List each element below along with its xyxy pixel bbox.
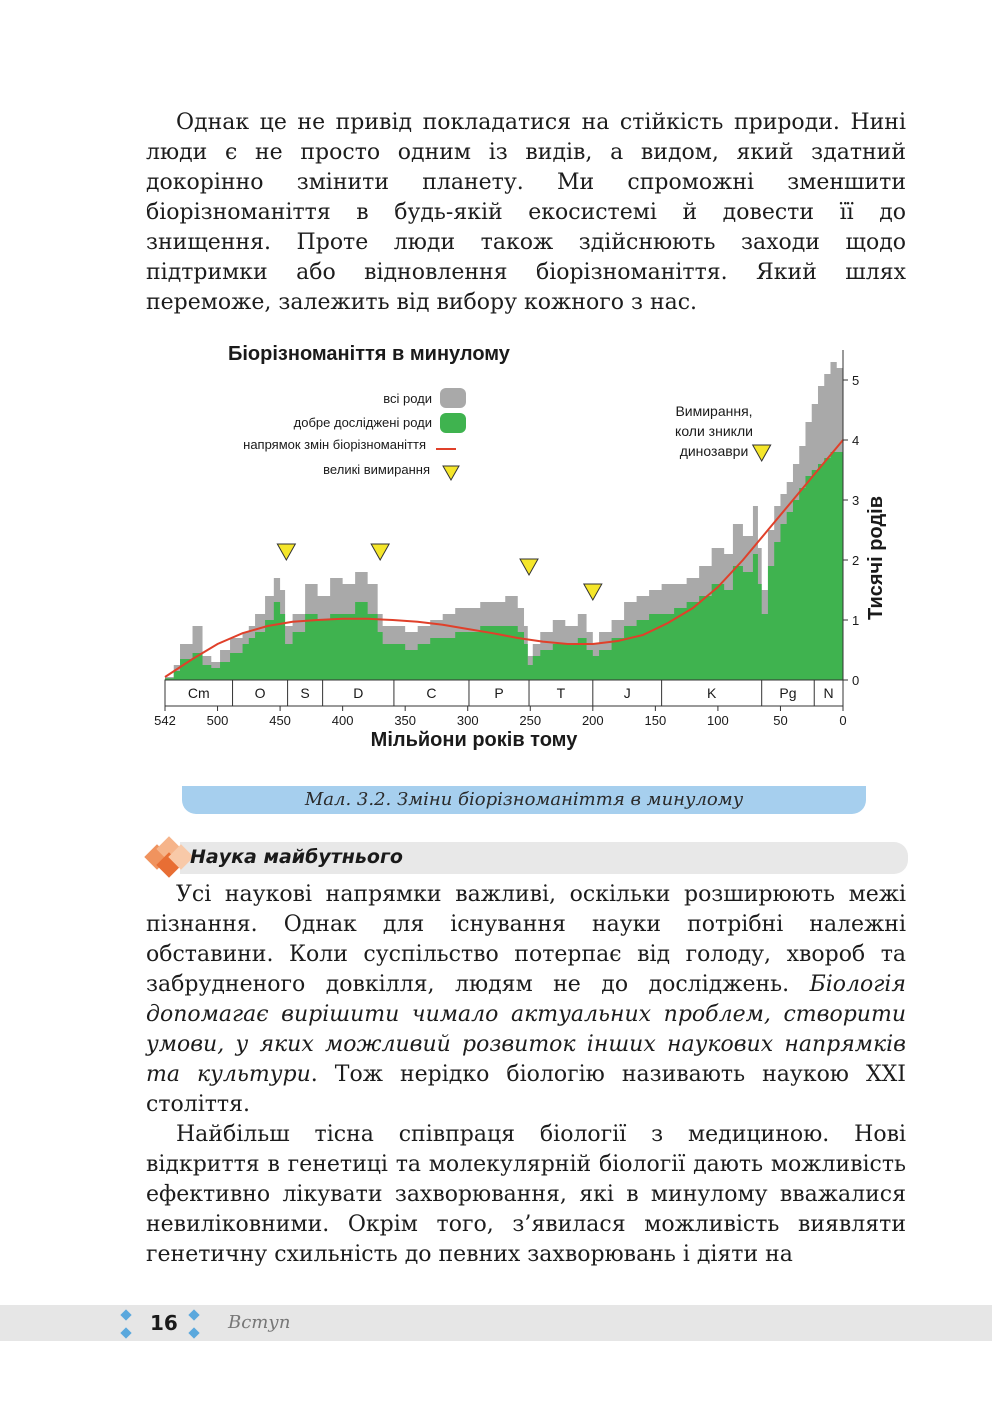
x-tick-label: 0 [839, 713, 847, 728]
annotation-line-2: коли зникли [675, 423, 753, 439]
paragraph-2-text-a: Усі наукові напрямки важливі, оскільки розширюють межі пізнання. Однак для існування науки потрібні належні обставини. Коли суспільство потерпає від голоду, хвороб та забрудненого довкілля, людям не до досліджень. [146, 882, 906, 997]
paragraph-2-text-b: . Тож нерідко біологію називають наукою XXI століття. [146, 1062, 906, 1117]
period-label: Pg [779, 685, 797, 701]
section-heading [142, 840, 908, 874]
paragraph-1-text: Однак це не привід покладатися на стійкість природи. Нині люди є не просто одним із видів, а видом, який здатний докорінно змінити планету. Ми спроможні зменшити біорізноманіття в будь-якій екосистемі й довести її до знищення. Проте люди також здійснюють заходи щодо підтримки або відновлення біорізноманіття. Який шлях переможе, залежить від вибору кожного з нас. [146, 110, 906, 315]
x-tick-label: 100 [707, 713, 729, 728]
x-tick-label: 200 [581, 713, 604, 728]
legend-trend-label: напрямок змін біорізноманіття [243, 437, 426, 452]
period-label: S [300, 685, 310, 701]
x-tick-label: 50 [773, 713, 788, 728]
plot-area [154, 350, 859, 728]
legend-all-genera-label: всі роди [383, 391, 432, 406]
chart-title: Біорізноманіття в минулому [228, 343, 510, 365]
x-tick-label: 150 [644, 713, 667, 728]
period-label: Cm [187, 685, 210, 701]
legend-all-genera-swatch [440, 388, 466, 408]
period-label: K [706, 685, 717, 701]
extinction-marker [371, 544, 389, 560]
x-tick-label: 350 [394, 713, 417, 728]
extinction-marker [584, 584, 602, 600]
x-tick-label: 300 [456, 713, 479, 728]
y-tick-label: 1 [852, 613, 860, 628]
period-label: C [426, 685, 437, 701]
biodiversity-chart [154, 330, 900, 760]
legend-extinction-swatch [443, 466, 459, 480]
figure-caption-bar [182, 786, 866, 814]
section-title: Наука майбутнього [190, 846, 403, 868]
period-label: O [254, 685, 266, 701]
y-tick-label: 3 [852, 493, 860, 508]
x-tick-label: 542 [154, 713, 176, 728]
legend-extinction-label: великі вимирання [323, 462, 430, 477]
period-label: P [494, 685, 504, 701]
extinction-marker [277, 544, 295, 560]
page-footer [0, 1305, 992, 1341]
y-tick-label: 5 [852, 373, 860, 388]
period-label: N [823, 685, 834, 701]
y-tick-label: 2 [852, 553, 860, 568]
y-axis-label: Тисячі родів [865, 496, 887, 620]
legend-well-studied-swatch [440, 413, 466, 433]
period-label: T [556, 685, 566, 701]
extinction-marker [520, 559, 538, 575]
footer-section-label: Вступ [228, 1312, 291, 1333]
x-tick-label: 250 [519, 713, 542, 728]
annotation-line-3: динозаври [679, 443, 749, 459]
period-band [165, 680, 843, 706]
paragraph-1 [146, 108, 906, 318]
page-number: 16 [150, 1311, 178, 1335]
y-tick-label: 4 [852, 433, 860, 448]
x-tick-label: 450 [269, 713, 291, 728]
paragraph-2-italic: Біологія допомагає вирішити чимало актуальних проблем, створити умови, у яких можливий розвиток інших наукових напрямків та культури [146, 972, 906, 1087]
paragraph-3 [146, 1120, 906, 1270]
paragraph-3-text: Найбільш тісна співпраця біології з медициною. Нові відкриття в генетиці та молекулярній біології дають можливість ефективно лікувати захворювання, які в минулому вважалися невиліковними. Окрім того, з’явилася можливість виявляти генетичну схильність до певних захворювань і діяти на [146, 1122, 906, 1267]
period-label: J [623, 685, 631, 701]
x-tick-label: 400 [331, 713, 354, 728]
period-label: D [353, 685, 364, 701]
paragraph-2 [146, 880, 906, 1120]
y-tick-label: 0 [852, 673, 860, 688]
extinction-marker [753, 445, 771, 461]
x-tick-label: 500 [206, 713, 229, 728]
figure-caption: Мал. 3.2. Зміни біорізноманіття в минулому [304, 789, 744, 810]
annotation-line-1: Вимирання, [675, 403, 753, 419]
legend-well-studied-label: добре досліджені роди [293, 415, 432, 430]
chart-svg [154, 330, 900, 760]
x-axis-label: Мільйони років тому [370, 729, 578, 751]
